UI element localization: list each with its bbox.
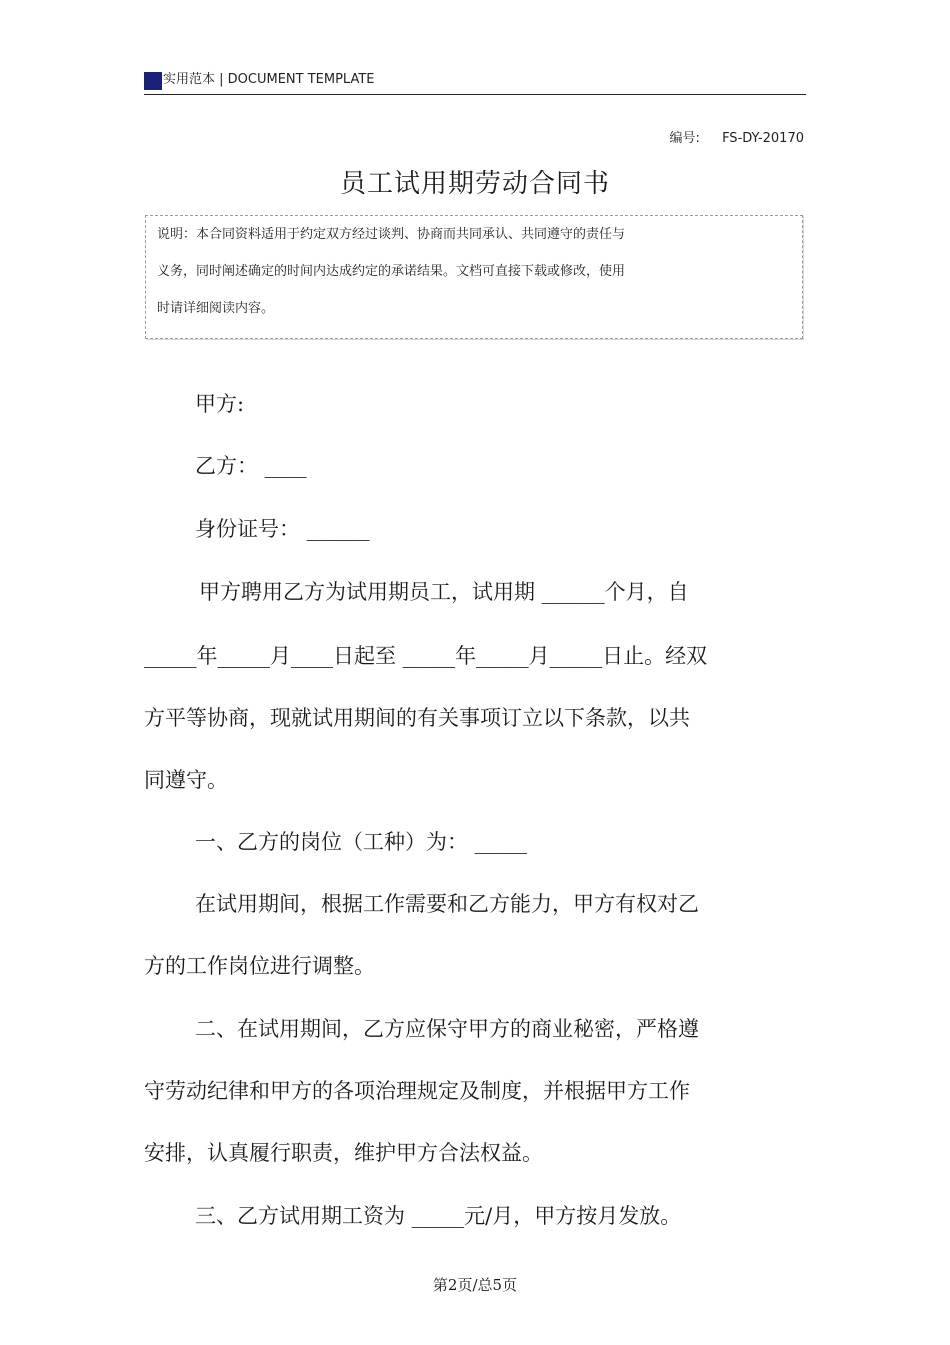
clause-line: 方的工作岗位进行调整。	[144, 954, 375, 978]
paragraph-line: 同遵守。	[144, 768, 228, 792]
clause-line: 安排，认真履行职责，维护甲方合法权益。	[144, 1141, 543, 1165]
clause-line: 二、在试用期间，乙方应保守甲方的商业秘密，严格遵	[195, 1017, 699, 1041]
description-box	[145, 215, 803, 339]
paragraph-line: _____年_____月____日起至 _____年_____月_____日止。经双	[144, 644, 708, 668]
page-number: 第2页/总5页	[432, 1276, 518, 1294]
template-logo	[144, 72, 162, 90]
document-number	[670, 127, 804, 146]
page-header	[144, 70, 806, 95]
paragraph-line: 方平等协商，现就试用期间的有关事项订立以下条款，以共	[144, 706, 690, 730]
paragraph-line: 甲方聘用乙方为试用期员工，试用期 ______个月，自	[199, 580, 689, 604]
document-number-value: FS-DY-20170	[722, 131, 804, 146]
party-a-field: 甲方:	[195, 392, 245, 416]
id-number-field: 身份证号： ______	[195, 517, 370, 541]
clause-line: 守劳动纪律和甲方的各项治理规定及制度，并根据甲方工作	[144, 1079, 690, 1103]
header-text: 实用范本 | DOCUMENT TEMPLATE	[163, 72, 375, 87]
clause-line: 三、乙方试用期工资为 _____元/月，甲方按月发放。	[195, 1204, 682, 1228]
document-title: 员工试用期劳动合同书	[339, 169, 610, 199]
clause-line: 一、乙方的岗位（工种）为： _____	[195, 830, 528, 854]
party-b-field: 乙方： ____	[195, 454, 307, 478]
description-line: 说明：本合同资料适用于约定双方经过谈判、协商而共同承认、共同遵守的责任与	[157, 227, 626, 242]
description-line: 时请详细阅读内容。	[157, 301, 275, 316]
description-line: 义务，同时阐述确定的时间内达成约定的承诺结果。文档可直接下载或修改，使用	[157, 264, 626, 279]
clause-line: 在试用期间，根据工作需要和乙方能力，甲方有权对乙	[195, 892, 699, 916]
document-number-label: 编号:	[669, 131, 700, 146]
